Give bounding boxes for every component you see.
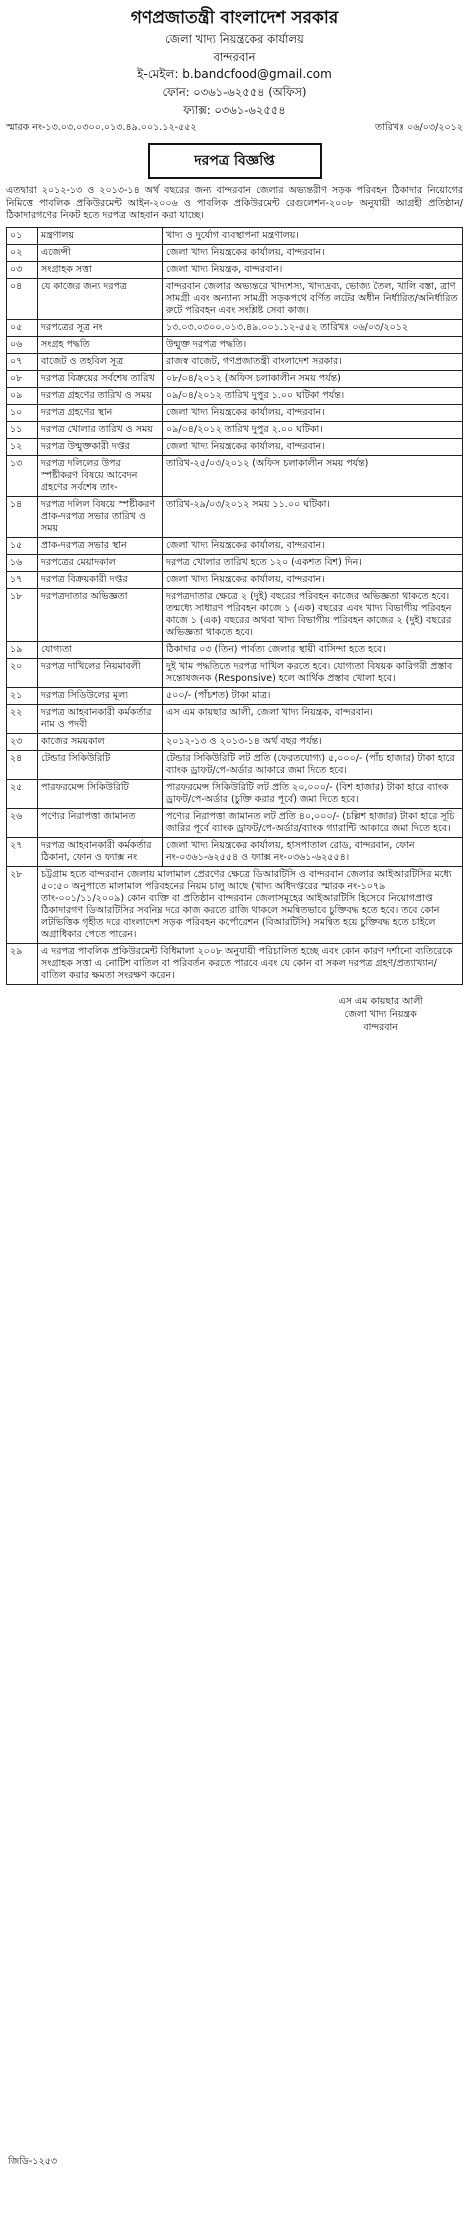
- row-label: দরপত্র উন্মুক্তকারী দপ্তর: [38, 438, 163, 455]
- phone-line: ফোন: ০৩৬১-৬২৫৫৪ (অফিস): [162, 85, 307, 99]
- row-value: ০৮/০৪/২০১২ (অফিস চলাকালীন সময় পর্যন্ত): [163, 370, 463, 387]
- row-value: এ দরপত্র পাবলিক প্রকিউরমেন্ট বিধিমালা ২০০৮ অনুযায়ী পরিচালিত হচ্ছে এবং কোন কারণ দর্শানো ব্যতিরেকে সংগ্রাহক সত্তা এ নোটিশ বাতিল বা পরিবর্তন করতে পারবে এবং যে কোন বা সকল দরপত্র গ্রহণ/প্রত্যাখ্যান/বাতিল করার ক্ষমতা সংরক্ষণ করেন।: [38, 943, 463, 984]
- row-label: দরপত্র দাখিলের নিয়মাবলী: [38, 658, 163, 687]
- table-row: [7, 808, 463, 837]
- row-number: ১৯: [7, 641, 38, 658]
- row-label: যে কাজের জন্য দরপত্র: [38, 278, 163, 319]
- table-row: [7, 571, 463, 588]
- row-label: যোগ্যতা: [38, 641, 163, 658]
- row-value: ০৯/০৪/২০১২ তারিখ দুপুর ১.০০ ঘটিকা পর্যন্ত।: [163, 387, 463, 404]
- table-row: [7, 370, 463, 387]
- row-value: জেলা খাদ্য নিয়ন্ত্রকের কার্যালয়, বান্দরবান।: [163, 244, 463, 261]
- table-row: [7, 837, 463, 866]
- row-number: ১৪: [7, 496, 38, 537]
- row-number: ২১: [7, 687, 38, 704]
- row-label: দরপত্র আহবানকারী কর্মকর্তার নাম ও পদবী: [38, 704, 163, 733]
- signatory-name: এস এম কায়ছার আলী: [338, 995, 423, 1007]
- table-row: [7, 387, 463, 404]
- tender-details-table: [6, 227, 463, 985]
- row-number: ২৪: [7, 750, 38, 779]
- office-name: জেলা খাদ্য নিয়ন্ত্রকের কার্যালয়: [165, 32, 304, 46]
- memo-line: [6, 121, 463, 136]
- table-row: [7, 227, 463, 244]
- table-row: [7, 319, 463, 336]
- row-label: পারফরমেন্স সিকিউরিটি: [38, 779, 163, 808]
- row-label: প্রাক-দরপত্র সভার স্থান: [38, 537, 163, 554]
- row-number: ০৩: [7, 261, 38, 278]
- row-number: ০৮: [7, 370, 38, 387]
- table-row: [7, 779, 463, 808]
- row-number: ০৯: [7, 387, 38, 404]
- row-number: ১২: [7, 438, 38, 455]
- fax-line: ফ্যাক্স: ০৩৬১-৬২৫৫৪: [183, 103, 286, 117]
- row-label: সংগ্রহ পদ্ধতি: [38, 336, 163, 353]
- row-label: দরপত্রদাতার অভিজ্ঞতা: [38, 588, 163, 641]
- row-label: দরপত্র দলিলের উপর স্পষ্টীকরণ বিষয়ে আবেদন গ্রহণের সর্বশেষ তাং-: [38, 455, 163, 496]
- row-label: মন্ত্রণালয়: [38, 227, 163, 244]
- row-number: ০৭: [7, 353, 38, 370]
- row-number: ২৫: [7, 779, 38, 808]
- row-number: ২৩: [7, 733, 38, 750]
- row-label: পণ্যের নিরাপত্তা জামানত: [38, 808, 163, 837]
- email-line: ই-মেইল: b.bandcfood@gmail.com: [137, 67, 332, 81]
- row-label: দরপত্র আহবানকারী কর্মকর্তার ঠিকানা, ফোন ও ফ্যাক্স নং: [38, 837, 163, 866]
- table-row: [7, 750, 463, 779]
- row-label: দরপত্র দলিল বিষয়ে স্পষ্টীকরণ প্রাক-দরপত্র সভার তারিখ ও সময়: [38, 496, 163, 537]
- row-label: টেন্ডার সিকিউরিটি: [38, 750, 163, 779]
- table-row: [7, 866, 463, 943]
- row-value: ৫০০/- (পাঁচশত) টাকা মাত্র।: [163, 687, 463, 704]
- table-row: [7, 455, 463, 496]
- signature-block: [6, 995, 463, 1034]
- row-number: ২৭: [7, 837, 38, 866]
- table-row: [7, 641, 463, 658]
- table-row: [7, 278, 463, 319]
- row-label: দরপত্রের সূত্র নং: [38, 319, 163, 336]
- table-row: [7, 404, 463, 421]
- table-row: [7, 704, 463, 733]
- row-value: তারিখ-২৯/০৩/২০১২ সময় ১১.০০ ঘটিকা।: [163, 496, 463, 537]
- row-number: ০৬: [7, 336, 38, 353]
- row-value: জেলা খাদ্য নিয়ন্ত্রকের কার্যালয়, বান্দরবান।: [163, 438, 463, 455]
- row-label: সংগ্রাহক সত্তা: [38, 261, 163, 278]
- row-value: দরপত্র খোলার তারিখ হতে ১২০ (একশত বিশ) দিন।: [163, 554, 463, 571]
- row-value: এস এম কায়ছার আলী, জেলা খাদ্য নিয়ন্ত্রক, বান্দরবান।: [163, 704, 463, 733]
- row-value: ১৩.০৩.০৩০০.০১৩.৪৯.০০১.১২-৫৫২ তারিখঃ ০৬/০৩/২০১২: [163, 319, 463, 336]
- table-row: [7, 687, 463, 704]
- row-value: রাজস্ব বাজেট, গণপ্রজাতন্ত্রী বাংলাদেশ সরকার।: [163, 353, 463, 370]
- government-name: গণপ্রজাতন্ত্রী বাংলাদেশ সরকার: [130, 8, 339, 28]
- row-number: ০৫: [7, 319, 38, 336]
- table-row: [7, 537, 463, 554]
- row-value: জেলা খাদ্য নিয়ন্ত্রকের কার্যালয়, বান্দরবান।: [163, 571, 463, 588]
- row-number: ০১: [7, 227, 38, 244]
- row-number: ০৪: [7, 278, 38, 319]
- row-value: ০৯/০৪/২০১২ তারিখ দুপুর ২.০০ ঘটিকা।: [163, 421, 463, 438]
- table-row: [7, 943, 463, 984]
- table-row: [7, 336, 463, 353]
- table-row: [7, 588, 463, 641]
- row-number: ১৬: [7, 554, 38, 571]
- row-label: বাজেট ও তহবিল সূত্র: [38, 353, 163, 370]
- row-value: উন্মুক্ত দরপত্র পদ্ধতি।: [163, 336, 463, 353]
- row-value: পারফরমেন্স সিকিউরিটি লট প্রতি ২০,০০০/- (বিশ হাজার) টাকা হারে ব্যাংক ড্রাফট/পে-অর্ডার (চুক্তি করার পূর্বে) জমা দিতে হবে।: [163, 779, 463, 808]
- row-value: জেলা খাদ্য নিয়ন্ত্রকের কার্যালয়, হাসপাতাল রোড, বান্দরবান, ফোন নং-০৩৬১-৬২৫৫৪ ও ফ্যাক্স নং-০৩৬১-৬২৫৫৪।: [163, 837, 463, 866]
- row-number: ১৭: [7, 571, 38, 588]
- row-value: বান্দরবান জেলার অভ্যন্তরে খাদ্যশস্য, খাদ্যদ্রব্য, ভোজ্য তৈল, খালি বস্তা, ত্রাণ সামগ্রী এবং অন্যান্য সামগ্রী সড়কপথে বর্ণিত লটের অধীন নির্ধারিত/অনির্ধারিত রুটে পরিবহন এবং সংশ্লিষ্ট সেবা কাজ।: [163, 278, 463, 319]
- row-value: টেন্ডার সিকিউরিটি লট প্রতি (ফেরতযোগ্য) ৫,০০০/- (পাঁচ হাজার) টাকা হারে ব্যাংক ড্রাফট/পে-অর্ডার আকারে জমা দিতে হবে।: [163, 750, 463, 779]
- table-row: [7, 353, 463, 370]
- district-name: বান্দরবান: [213, 50, 256, 64]
- notice-title: দরপত্র বিজ্ঞপ্তি: [148, 143, 322, 179]
- row-number: ১৩: [7, 455, 38, 496]
- signatory-place: বান্দরবান: [363, 1021, 398, 1033]
- row-value: দরপত্রদাতার ক্ষেত্রে ২ (দুই) বছরের পরিবহন কাজের অভিজ্ঞতা থাকতে হবে। তন্মধ্যে সাধারণ পরিবহন কাজে ১ (এক) বছরের এবং খাদ্য বিভাগীয় পরিবহন কাজে ১ (এক) বছরের অথবা খাদ্য বিভাগীয় পরিবহন কাজের ২ (দুই) বছরের অভিজ্ঞতা থাকতে হবে।: [163, 588, 463, 641]
- table-row: [7, 658, 463, 687]
- row-number: ১১: [7, 421, 38, 438]
- row-value: তারিখ-২৫/০৩/২০১২ (অফিস চলাকালীন সময় পর্যন্ত): [163, 455, 463, 496]
- memo-date: তারিখঃ ০৬/০৩/২০১২: [375, 122, 463, 133]
- table-row: [7, 261, 463, 278]
- row-value: দুই খাম পদ্ধতিতে দরপত্র দাখিল করতে হবে। যোগ্যতা বিষয়ক কারিগরী প্রস্তাব সন্তোষজনক (Responsive) হলে আর্থিক প্রস্তাব খোলা হবে।: [163, 658, 463, 687]
- row-number: ১০: [7, 404, 38, 421]
- row-value: ২০১২-১৩ ও ২০১৩-১৪ অর্থ বছর পর্যন্ত।: [163, 733, 463, 750]
- table-row: [7, 733, 463, 750]
- row-label: কাজের সময়কাল: [38, 733, 163, 750]
- row-value: চট্টগ্রাম হতে বান্দরবান জেলায় মালামাল প্রেরণের ক্ষেত্রে ডিআরটিসি ও বান্দরবান জেলার আইআরটিসির মধ্যে ৫০:৫০ অনুপাতে মালামাল পরিবহনের নিয়ম চালু আছে (খাদ্য অধিদপ্তরের স্মারক নং-১০৭৯ তাং-০০১/১১/২০০৯) কোন ব্যক্তি বা প্রতিষ্ঠান বান্দরবান জেলাসমূহের আইআরটিসি হিসেবে নিয়োগপ্রাপ্ত ঠিকাদারগণ ডিআরটিসির সবনিম্ন দরে কাজ করতে রাজি থাকলে সমন্বিতভাবে চুক্তিবদ্ধ হতে হবে। তবে কোন লটভিত্তিক গৃহীত দরে বাংলাদেশ সড়ক পরিবহন কর্পোরেশন (বিআরটিসি) সমন্বিত হয়ে চুক্তিবদ্ধ হতে চাইলে অগ্রাধিকার পেতে পারেন।: [38, 866, 463, 943]
- table-row: [7, 421, 463, 438]
- row-number: ২৮: [7, 866, 38, 943]
- letterhead: [6, 6, 463, 119]
- row-value: পণ্যের নিরাপত্তা জামানত লট প্রতি ৪০,০০০/- (চল্লিশ হাজার) টাকা হারে সূচি জারির পূর্বে ব্যাংক ড্রাফট/পে-অর্ডার/ব্যাংক গ্যারান্টি আকারে জমা দিতে হবে।: [163, 808, 463, 837]
- row-value: খাদ্য ও দুর্যোগ ব্যবস্থাপনা মন্ত্রণালয়।: [163, 227, 463, 244]
- row-number: ১৮: [7, 588, 38, 641]
- table-row: [7, 244, 463, 261]
- table-row: [7, 438, 463, 455]
- gd-number: জিডি-১২৫৩: [8, 2156, 58, 2167]
- row-label: দরপত্র গ্রহণের তারিখ ও সময়: [38, 387, 163, 404]
- row-label: দরপত্র খোলার তারিখ ও সময়: [38, 421, 163, 438]
- row-number: ০২: [7, 244, 38, 261]
- table-row: [7, 496, 463, 537]
- row-label: দরপত্র গ্রহণের স্থান: [38, 404, 163, 421]
- row-value: জেলা খাদ্য নিয়ন্ত্রকের কার্যালয়, বান্দরবান।: [163, 537, 463, 554]
- row-number: ১৫: [7, 537, 38, 554]
- row-number: ২২: [7, 704, 38, 733]
- intro-paragraph: এতদ্বারা ২০১২-১৩ ও ২০১৩-১৪ অর্থ বছরের জন্য বান্দরবান জেলার অভ্যন্তরীণ সড়ক পরিবহন ঠিকাদার নিয়োগের নিমিত্তে পাবলিক প্রকিউরমেন্ট আইন-২০০৬ ও পাবলিক প্রকিউরমেন্ট রেগুলেশন-২০০৮ অনুযায়ী আগ্রহী প্রতিষ্ঠান/ঠিকাদারগণের নিকট হতে দরপত্র আহবান করা যাচ্ছে।: [6, 185, 463, 221]
- row-number: ২৬: [7, 808, 38, 837]
- row-label: দরপত্র সিডিউলের মূল্য: [38, 687, 163, 704]
- row-label: দরপত্রের মেয়াদকাল: [38, 554, 163, 571]
- row-value: জেলা খাদ্য নিয়ন্ত্রকের কার্যালয়, বান্দরবান।: [163, 404, 463, 421]
- row-number: ২৯: [7, 943, 38, 984]
- row-value: ঠিকাদার ০৩ (তিন) পার্বত্য জেলার স্থায়ী বাসিন্দা হতে হবে।: [163, 641, 463, 658]
- signatory-designation: জেলা খাদ্য নিয়ন্ত্রক: [344, 1008, 417, 1020]
- row-label: দরপত্র বিক্রয়কারী দপ্তর: [38, 571, 163, 588]
- row-number: ২০: [7, 658, 38, 687]
- memo-number: স্মারক নং-১৩.০৩.০৩০০.০১৩.৪৯.০০১.১২-৫৫২: [6, 122, 197, 133]
- row-label: দরপত্র বিক্রয়ের সর্বশেষ তারিখ: [38, 370, 163, 387]
- row-value: জেলা খাদ্য নিয়ন্ত্রক, বান্দরবান।: [163, 261, 463, 278]
- row-label: এজেন্সী: [38, 244, 163, 261]
- table-row: [7, 554, 463, 571]
